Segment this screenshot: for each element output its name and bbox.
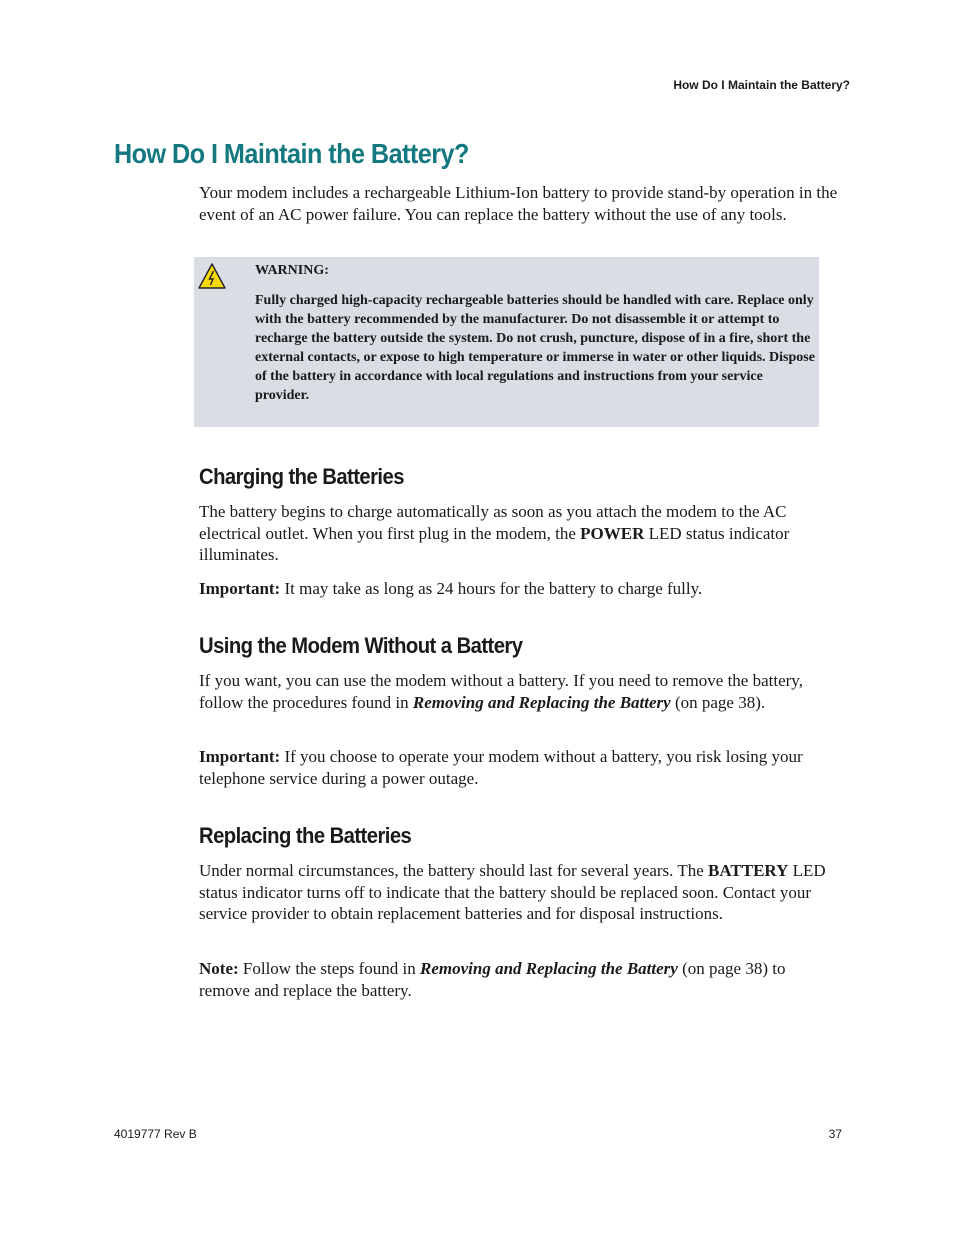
footer-doc-number: 4019777 Rev B xyxy=(114,1127,197,1141)
warning-box xyxy=(194,257,819,427)
replacing-paragraph: Under normal circumstances, the battery should last for several years. The BATTERY LED status indicator turns off to indicate that the battery should be replaced soon. Contact your service provider to obtain replacement batteries and for disposal instructions. xyxy=(199,861,826,923)
section-heading-replacing: Replacing the Batteries xyxy=(199,823,412,848)
section-heading-charging: Charging the Batteries xyxy=(199,464,404,489)
without-battery-important: Important: If you choose to operate your modem without a battery, you risk losing your telephone service during a power outage. xyxy=(199,747,803,788)
warning-icon xyxy=(198,263,226,289)
warning-text: Fully charged high-capacity rechargeable batteries should be handled with care. Replace only with the battery recommended by the manufacturer. Do not disassemble it or attempt to recharge the battery outside the system. Do not crush, puncture, dispose of in a fire, short the external contacts, or expose to high temperature or immerse in water or other liquids. Dispose of the battery in accordance with local regulations and instructions from your service provider. xyxy=(255,293,815,403)
footer-page-number: 37 xyxy=(828,1127,842,1141)
battery-led-label: BATTERY xyxy=(708,861,789,880)
replacing-note: Note: Follow the steps found in Removing and Replacing the Battery (on page 38) to remove and replace the battery. xyxy=(199,959,786,1000)
removing-battery-link[interactable]: Removing and Replacing the Battery xyxy=(420,959,678,978)
removing-battery-link[interactable]: Removing and Replacing the Battery xyxy=(412,692,671,712)
charging-paragraph: The battery begins to charge automatically as soon as you attach the modem to the AC electrical outlet. When you first plug in the modem, the POWER LED status indicator illuminates. xyxy=(199,502,790,564)
important-label: Important: xyxy=(199,747,281,766)
running-header: How Do I Maintain the Battery? xyxy=(673,78,850,92)
section-heading-without-battery: Using the Modem Without a Battery xyxy=(199,633,523,658)
without-battery-paragraph: If you want, you can use the modem without a battery. If you need to remove the battery, follow the procedures found in Removing and Replacing the Battery (on page 38). xyxy=(199,671,803,712)
warning-title: WARNING: xyxy=(255,263,329,278)
charging-important: Important: It may take as long as 24 hours for the battery to charge fully. xyxy=(199,579,703,598)
important-label: Important: xyxy=(199,579,281,598)
page-title: How Do I Maintain the Battery? xyxy=(114,138,469,169)
intro-paragraph: Your modem includes a rechargeable Lithium-Ion battery to provide stand-by operation in the event of an AC power failure. You can replace the battery without the use of any tools. xyxy=(199,183,838,224)
power-led-label: POWER xyxy=(580,523,645,543)
note-label: Note: xyxy=(199,959,239,978)
